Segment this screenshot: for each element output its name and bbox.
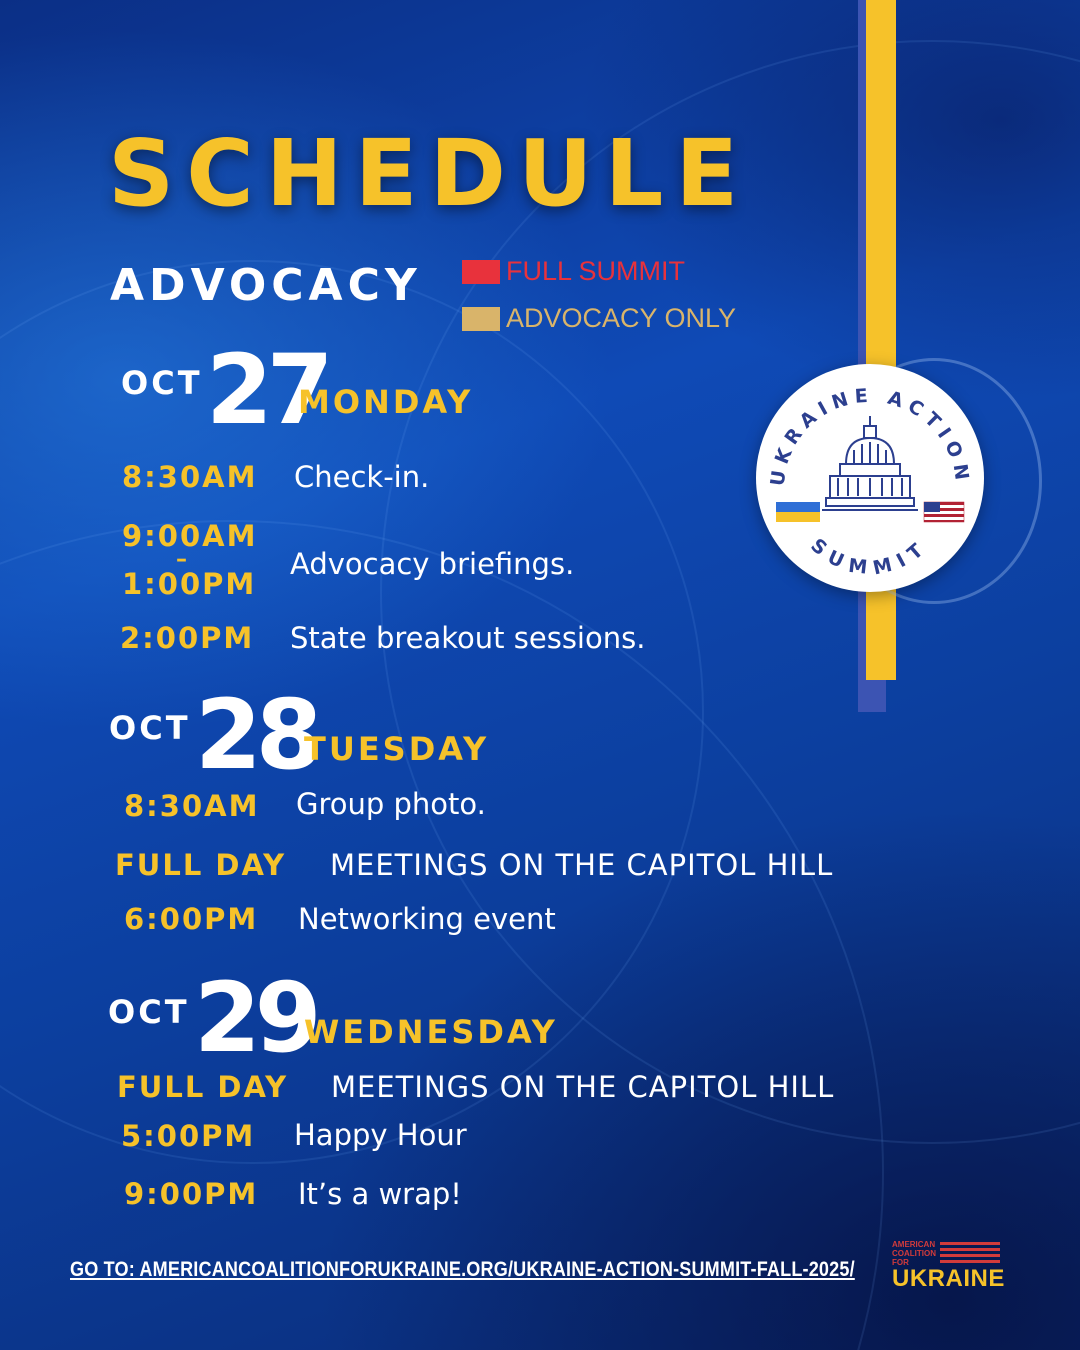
event-time: 2:00PM [120, 621, 255, 655]
day-month: OCT [109, 709, 191, 747]
american-coalition-for-ukraine-logo [892, 1240, 1008, 1292]
summit-url-link[interactable]: GO TO: AMERICANCOALITIONFORUKRAINE.ORG/UKRAINE-ACTION-SUMMIT-FALL-2025/ [70, 1258, 855, 1281]
ukraine-flag-icon [776, 502, 820, 522]
event-time: FULL DAY [117, 1070, 289, 1104]
legend-item-advocacy-only [462, 305, 736, 332]
day-weekday: TUESDAY [304, 730, 490, 768]
page-subtitle: ADVOCACY [110, 260, 422, 311]
legend-swatch [462, 260, 500, 284]
day-month: OCT [121, 364, 203, 402]
us-flag-icon [924, 502, 964, 522]
logo-small-text: AMERICAN COALITION FOR [892, 1240, 936, 1267]
day-number: 27 [206, 334, 328, 446]
event-time: 5:00PM [121, 1119, 256, 1153]
event-time-end: 1:00PM [122, 567, 257, 601]
legend-label: ADVOCACY ONLY [506, 303, 737, 333]
legend-label: FULL SUMMIT [506, 256, 686, 286]
legend-item-full-summit [462, 258, 685, 285]
legend-swatch [462, 307, 500, 331]
summit-seal-logo [756, 364, 984, 592]
day-weekday: WEDNESDAY [304, 1013, 558, 1051]
day-number: 28 [195, 679, 317, 791]
event-time: FULL DAY [115, 848, 287, 882]
day-number: 29 [194, 962, 316, 1074]
logo-stripes-icon [940, 1242, 1000, 1264]
event-description: Happy Hour [294, 1118, 467, 1152]
event-time: 8:30AM [124, 789, 260, 823]
svg-text:SUMMIT [806, 534, 933, 579]
event-description: Advocacy briefings. [290, 547, 575, 581]
page-title: SCHEDULE [108, 120, 751, 227]
seal-top-text: UKRAINE ACTION [766, 384, 974, 488]
seal-bottom-text: SUMMIT [806, 534, 934, 580]
event-time: 8:30AM [122, 460, 258, 494]
day-weekday: MONDAY [298, 383, 474, 421]
event-description: Networking event [298, 902, 556, 936]
event-description: It’s a wrap! [298, 1177, 462, 1211]
event-time: 9:00AM [122, 519, 258, 553]
event-description: Check-in. [294, 460, 430, 494]
svg-text:UKRAINE ACTION [767, 385, 974, 488]
logo-big-text: UKRAINE [892, 1265, 1005, 1292]
event-time-separator: – [176, 547, 189, 572]
event-description: Group photo. [296, 787, 486, 821]
capitol-seal-icon [756, 364, 984, 592]
day-month: OCT [108, 993, 190, 1031]
event-description: State breakout sessions. [290, 621, 646, 655]
event-time: 9:00PM [124, 1177, 259, 1211]
event-time: 6:00PM [124, 902, 259, 936]
event-description: MEETINGS ON THE CAPITOL HILL [331, 1070, 835, 1104]
event-description: MEETINGS ON THE CAPITOL HILL [330, 848, 834, 882]
